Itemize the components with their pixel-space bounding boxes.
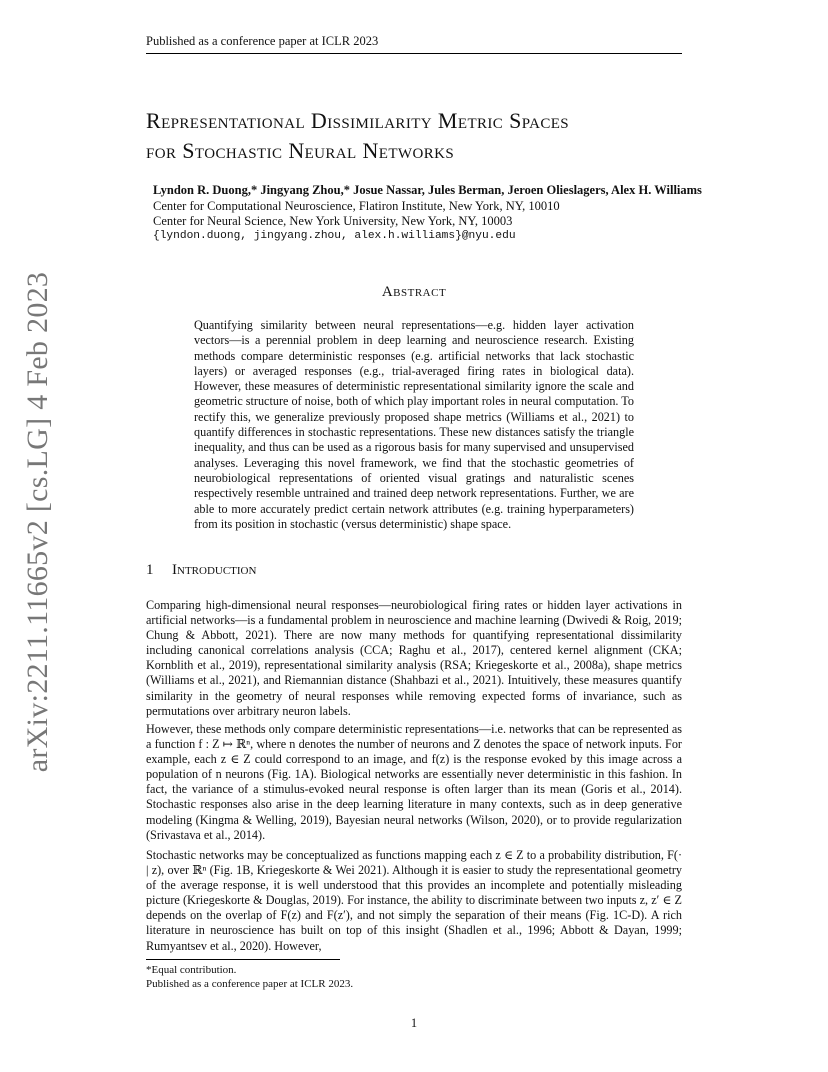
section-number: 1: [146, 562, 154, 578]
page-number: 1: [410, 1016, 418, 1030]
arxiv-id: arXiv:2211.11665v2 [cs.LG] 4 Feb 2023: [21, 271, 55, 773]
section-heading: [146, 562, 256, 579]
title-line-1: Representational Dissimilarity Metric Spaces: [146, 108, 570, 133]
paper-title: [146, 106, 706, 166]
footnote-rule: [146, 959, 340, 960]
affiliation-nyu: Center for Neural Science, New York University, New York, NY, 10003: [153, 214, 513, 228]
footnote-equal-contribution: *Equal contribution.: [146, 964, 237, 976]
header-rule: [146, 53, 682, 54]
section-title: Introduction: [172, 562, 257, 578]
author-list: Lyndon R. Duong,* Jingyang Zhou,* Josue Nassar, Jules Berman, Jeroen Olieslagers, Alex H. Williams: [153, 183, 702, 197]
abstract-heading: Abstract: [381, 284, 447, 300]
author-emails: {lyndon.duong, jingyang.zhou, alex.h.williams}@nyu.edu: [153, 230, 516, 242]
abstract-body: Quantifying similarity between neural representations—e.g. hidden layer activation vectors—is a perennial problem in deep learning and neuroscience research. Existing methods compare deterministic responses (e.g. artificial networks that lack stochastic layers) or averaged responses (e.g., trial-averaged firing rates in biological data). However, these measures of deterministic representational similarity ignore the scale and geometric structure of noise, both of which play important roles in neural computation. To rectify this, we generalize previously proposed shape metrics (Williams et al., 2021) to quantify differences in stochastic representations. These new distances satisfy the triangle inequality, and thus can be used as a rigorous basis for many supervised and unsupervised analyses. Leveraging this novel framework, we find that the stochastic geometries of neurobiological representations of oriented visual gratings and naturalistic scenes respectively resemble untrained and trained deep network representations. Further, we are able to more accurately predict certain network attributes (e.g. training hyperparameters) from its position in stochastic (versus deterministic) shape space.: [194, 318, 634, 531]
intro-paragraph-2: However, these methods only compare deterministic representations—i.e. networks that can be represented as a function f : Z ↦ ℝⁿ, where n denotes the number of neurons and Z denotes the space of network inputs. For example, each z ∈ Z could correspond to an image, and f(z) is the response evoked by this image across a population of n neurons (Fig. 1A). Biological networks are essentially never deterministic in this fashion. In fact, the variance of a stimulus-evoked neural response is often larger than its mean (Goris et al., 2014). Stochastic responses also arise in the deep learning literature in many contexts, such as in deep generative modeling (Kingma & Welling, 2019), Bayesian neural networks (Wilson, 2020), or to provide regularization (Srivastava et al., 2014).: [146, 722, 682, 842]
arxiv-sidebar: [16, 271, 60, 773]
title-line-2: for Stochastic Neural Networks: [146, 138, 455, 163]
running-header: Published as a conference paper at ICLR 2023: [146, 34, 379, 48]
affiliation-flatiron: Center for Computational Neuroscience, Flatiron Institute, New York, NY, 10010: [153, 199, 560, 213]
footnote-venue: Published as a conference paper at ICLR 2023.: [146, 978, 354, 990]
intro-paragraph-3: Stochastic networks may be conceptualized as functions mapping each z ∈ Z to a probability distribution, F(· | z), over ℝⁿ (Fig. 1B, Kriegeskorte & Wei 2021). Although it is easier to study the representational geometry of the average response, it is well understood that this provides an incomplete and potentially misleading picture (Kriegeskorte & Douglas, 2019). For instance, the ability to discriminate between two inputs z, z′ ∈ Z depends on the overlap of F(z) and F(z′), and not simply the separation of their means (Fig. 1C-D). A rich literature in neuroscience has built on top of this insight (Shadlen et al., 1996; Abbott & Dayan, 1999; Rumyantsev et al., 2020). However,: [146, 848, 682, 953]
intro-paragraph-1: Comparing high-dimensional neural responses—neurobiological firing rates or hidden layer activations in artificial networks—is a fundamental problem in neuroscience and machine learning (Dwivedi & Roig, 2019; Chung & Abbott, 2021). There are now many methods for quantifying representational dissimilarity including canonical correlations analysis (CCA; Raghu et al., 2017), centered kernel alignment (CKA; Kornblith et al., 2019), representational similarity analysis (RSA; Kriegeskorte et al., 2008a), shape metrics (Williams et al., 2021), and Riemannian distance (Shahbazi et al., 2021). Intuitively, these measures quantify similarity in the geometry of neural responses while removing expected forms of invariance, such as permutations over arbitrary neuron labels.: [146, 598, 682, 718]
